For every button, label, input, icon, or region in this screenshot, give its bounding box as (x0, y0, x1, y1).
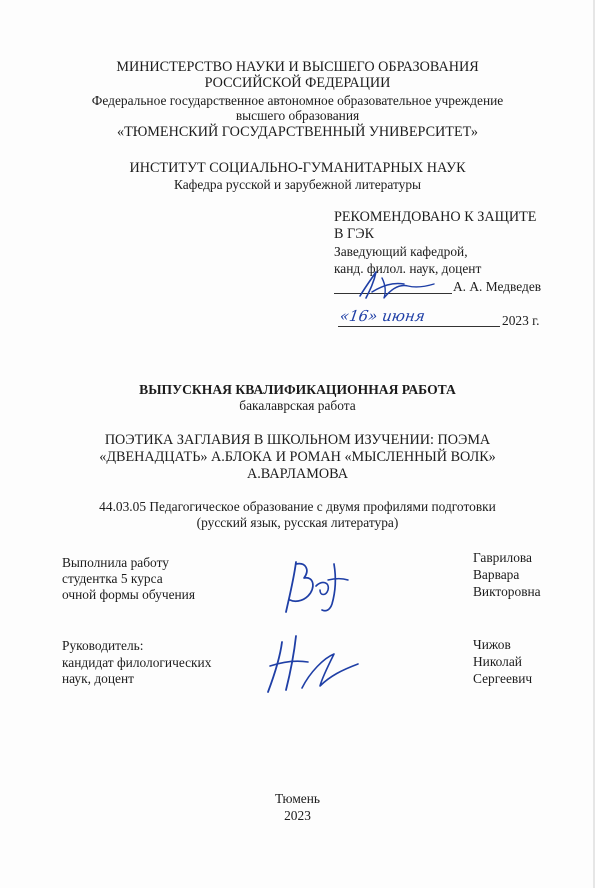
approval-line1: РЕКОМЕНДОВАНО К ЗАЩИТЕ (334, 209, 537, 225)
head-name: А. А. Медведев (453, 279, 542, 294)
approval-line2: В ГЭК (334, 226, 375, 242)
approval-position: Заведующий кафедрой, (334, 244, 468, 259)
work-title-line1: ПОЭТИКА ЗАГЛАВИЯ В ШКОЛЬНОМ ИЗУЧЕНИИ: ПОЭМА (104, 432, 491, 448)
approval-degree: канд. филол. наук, доцент (334, 261, 482, 276)
work-title-line2: «ДВЕНАДЦАТЬ» А.БЛОКА И РОМАН «МЫСЛЕННЫЙ ВОЛК» (99, 449, 496, 465)
approval-year: 2023 г. (502, 313, 540, 328)
city: Тюмень (274, 791, 321, 806)
supervisor-role-line2: кандидат филологических (62, 655, 212, 670)
supervisor-role-line3: наук, доцент (62, 671, 134, 686)
student-role-line3: очной формы обучения (62, 587, 196, 602)
organization-line2: высшего образования (235, 108, 360, 123)
institute-name: ИНСТИТУТ СОЦИАЛЬНО-ГУМАНИТАРНЫХ НАУК (129, 160, 466, 176)
department-name: Кафедра русской и зарубежной литературы (173, 177, 422, 192)
student-signature (280, 556, 360, 616)
work-subtype: бакалаврская работа (239, 398, 356, 413)
program-line1: 44.03.05 Педагогическое образование с двумя профилями подготовки (99, 499, 496, 514)
date-line (338, 326, 500, 327)
supervisor-signature (262, 632, 372, 696)
organization-line1: Федеральное государственное автономное образовательное учреждение (91, 93, 504, 108)
student-role-line2: студентка 5 курса (62, 571, 163, 586)
work-type: ВЫПУСКНАЯ КВАЛИФИКАЦИОННАЯ РАБОТА (139, 382, 456, 397)
student-first-name: Варвара (473, 567, 520, 582)
supervisor-first-name: Николай (473, 654, 522, 669)
university-name: «ТЮМЕНСКИЙ ГОСУДАРСТВЕННЫЙ УНИВЕРСИТЕТ» (116, 124, 479, 140)
supervisor-patronymic: Сергеевич (473, 671, 533, 686)
head-signature (352, 268, 442, 302)
footer-year: 2023 (284, 808, 311, 823)
program-line2: (русский язык, русская литература) (196, 515, 399, 530)
handwritten-date: «16» июня (338, 307, 427, 325)
ministry-line1: МИНИСТЕРСТВО НАУКИ И ВЫСШЕГО ОБРАЗОВАНИЯ (116, 59, 479, 75)
supervisor-surname: Чижов (473, 637, 511, 652)
student-surname: Гаврилова (473, 550, 533, 565)
work-title-line3: А.ВАРЛАМОВА (247, 466, 348, 482)
student-patronymic: Викторовна (473, 584, 541, 599)
student-role-line1: Выполнила работу (62, 555, 169, 570)
supervisor-role-line1: Руководитель: (62, 638, 144, 653)
ministry-line2: РОССИЙСКОЙ ФЕДЕРАЦИИ (204, 75, 391, 91)
